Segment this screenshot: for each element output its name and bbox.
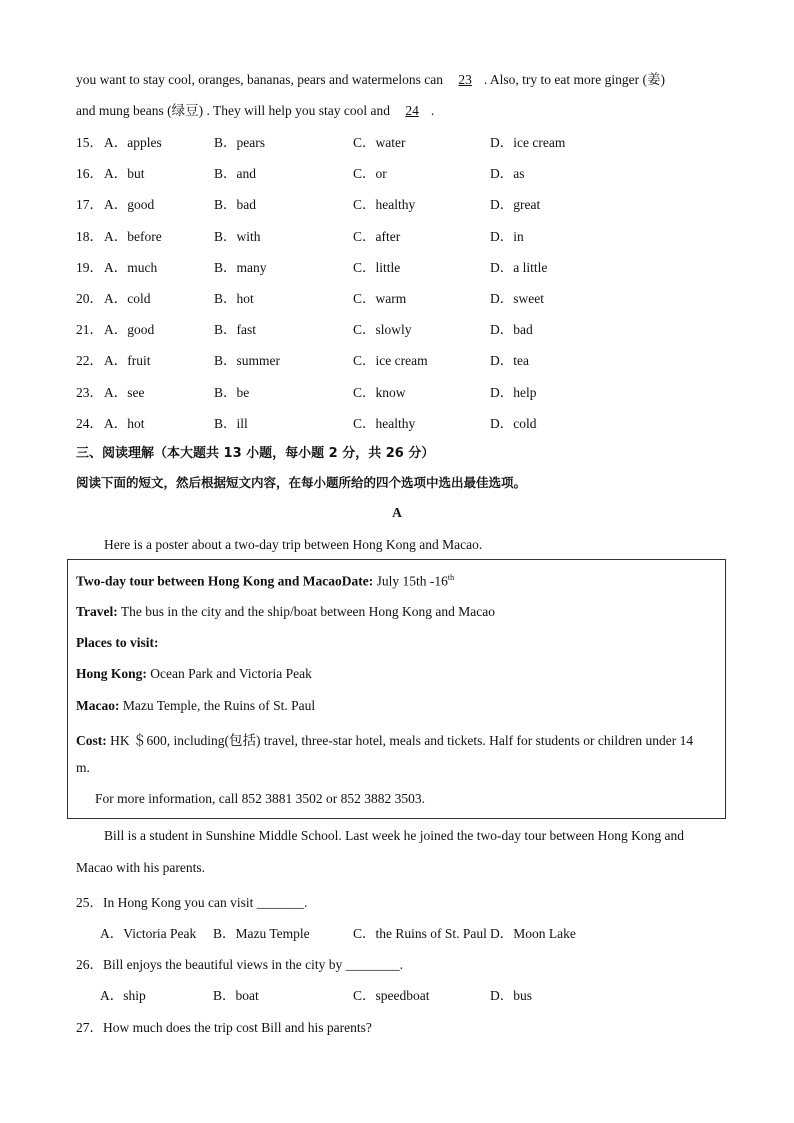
poster-intro: Here is a poster about a two-day trip between Hong Kong and Macao. [104,537,483,552]
options-26 [100,984,700,1004]
option-b[interactable]: B．ill [214,415,248,431]
option-c[interactable]: C．after [353,228,401,244]
poster-info: For more information, call 852 3881 3502 or 852 3882 3503. [95,791,425,806]
option-a[interactable]: A．ship [100,988,146,1003]
poster-macao [76,698,315,714]
options-25 [100,922,700,942]
option-d[interactable]: D．great [490,197,541,213]
poster-cost [76,729,693,749]
question-row [76,349,736,369]
option-b[interactable]: B．bad [214,197,256,213]
label: Hong Kong: [76,666,147,681]
option-a[interactable]: A．before [104,228,162,244]
option-c[interactable]: C．or [353,166,387,182]
question-row [76,318,736,338]
poster-title-line [76,573,454,590]
option-b[interactable]: B．boat [213,988,259,1003]
poster-title: Two-day tour between Hong Kong and MacaoDate: [76,573,374,589]
passage-line [76,99,434,119]
option-b[interactable]: B．pears [214,135,265,150]
question-row [76,131,736,151]
option-c[interactable]: C．water [353,135,406,150]
value: The bus in the city and the ship/boat between Hong Kong and Macao [117,604,496,619]
passage-line: Bill is a student in Sunshine Middle School. Last week he joined the two-day tour between Hong Kong and [104,828,685,843]
label: Macao: [76,698,120,713]
value: Ocean Park and Victoria Peak [146,666,312,681]
option-d[interactable]: D．bad [490,322,533,338]
question-number: 17． [76,197,103,213]
option-d[interactable]: D．tea [490,353,529,369]
question-stem-27: 27．How much does the trip cost Bill and his parents? [76,1020,372,1035]
label: Places to visit: [76,635,159,650]
option-b[interactable]: B．and [214,166,256,182]
option-b[interactable]: B．summer [214,353,280,369]
option-d[interactable]: D．in [490,228,524,244]
option-a[interactable]: A．apples [104,135,162,150]
option-b[interactable]: B．with [214,228,261,244]
option-d[interactable]: D．a little [490,259,548,275]
option-a[interactable]: A．good [104,322,155,338]
question-row [76,287,736,307]
passage-line [76,68,665,88]
value: HK ＄600, including(包括) travel, three-star hotel, meals and tickets. Half for students or children under 14 [106,733,694,748]
option-a[interactable]: A．fruit [104,353,151,369]
blank-23: 23 [458,72,472,87]
option-d[interactable]: D．bus [490,988,533,1003]
option-c[interactable]: C．healthy [353,197,416,213]
option-a[interactable]: A．hot [104,415,145,431]
option-d[interactable]: D．as [490,166,525,182]
section-title: 三、阅读理解（本大题共 13 小题，每小题 2 分，共 26 分） [76,446,435,461]
option-c[interactable]: C．healthy [353,415,416,431]
option-c[interactable]: C．the Ruins of St. Paul [353,926,487,941]
option-c[interactable]: C．ice cream [353,353,428,369]
option-a[interactable]: A．see [104,384,145,400]
option-c[interactable]: C．warm [353,291,407,306]
option-a[interactable]: A．cold [104,291,151,306]
text: . [430,103,435,118]
question-number: 15． [76,135,103,150]
text: . Also, try to eat more ginger (姜) [483,72,665,87]
poster-cost-continued: m. [76,760,90,775]
poster-travel [76,604,495,620]
question-row [76,225,736,245]
option-a[interactable]: A．much [104,259,158,275]
question-row [76,256,736,276]
option-a[interactable]: A．good [104,197,155,213]
label: Travel: [76,604,118,619]
option-c[interactable]: C．speedboat [353,988,430,1003]
option-b[interactable]: B．hot [214,291,254,306]
question-row [76,162,736,182]
question-number: 18． [76,228,103,244]
option-b[interactable]: B．fast [214,322,256,338]
option-d[interactable]: D．help [490,384,537,400]
option-b[interactable]: B．Mazu Temple [213,926,310,941]
blank-24: 24 [405,103,419,118]
poster-places-label [76,635,158,651]
option-a[interactable]: A．but [104,166,145,182]
passage-line: Macao with his parents. [76,860,205,875]
option-d[interactable]: D．ice cream [490,135,566,150]
label: Cost: [76,733,107,748]
poster-date: July 15th -16 [373,573,448,589]
option-d[interactable]: D．sweet [490,291,544,306]
section-instruction: 阅读下面的短文，然后根据短文内容，在每小题所给的四个选项中选出最佳选项。 [76,475,527,490]
option-b[interactable]: B．be [214,384,250,400]
question-stem-26: 26．Bill enjoys the beautiful views in the city by ________. [76,957,403,972]
question-stem-25: 25．In Hong Kong you can visit _______. [76,895,308,910]
option-d[interactable]: D．Moon Lake [490,926,576,941]
option-a[interactable]: A．Victoria Peak [100,926,197,941]
option-d[interactable]: D．cold [490,415,537,431]
question-number: 21． [76,322,103,338]
poster-box [67,559,726,819]
poster-hong-kong [76,666,312,682]
question-number: 20． [76,291,103,306]
question-number: 22． [76,353,103,369]
poster-date-sup: th [447,573,455,582]
question-row [76,412,736,432]
text: and mung beans (绿豆) . They will help you stay cool and [76,103,390,118]
question-number: 19． [76,259,103,275]
option-c[interactable]: C．know [353,384,406,400]
question-number: 23． [76,384,103,400]
value: Mazu Temple, the Ruins of St. Paul [119,698,316,713]
option-b[interactable]: B．many [214,259,267,275]
option-c[interactable]: C．slowly [353,322,412,338]
option-c[interactable]: C．little [353,259,401,275]
question-row [76,381,736,401]
question-number: 16． [76,166,103,182]
question-row [76,193,736,213]
part-label: A [392,505,402,520]
question-number: 24． [76,415,103,431]
text: you want to stay cool, oranges, bananas, pears and watermelons can [76,72,444,87]
